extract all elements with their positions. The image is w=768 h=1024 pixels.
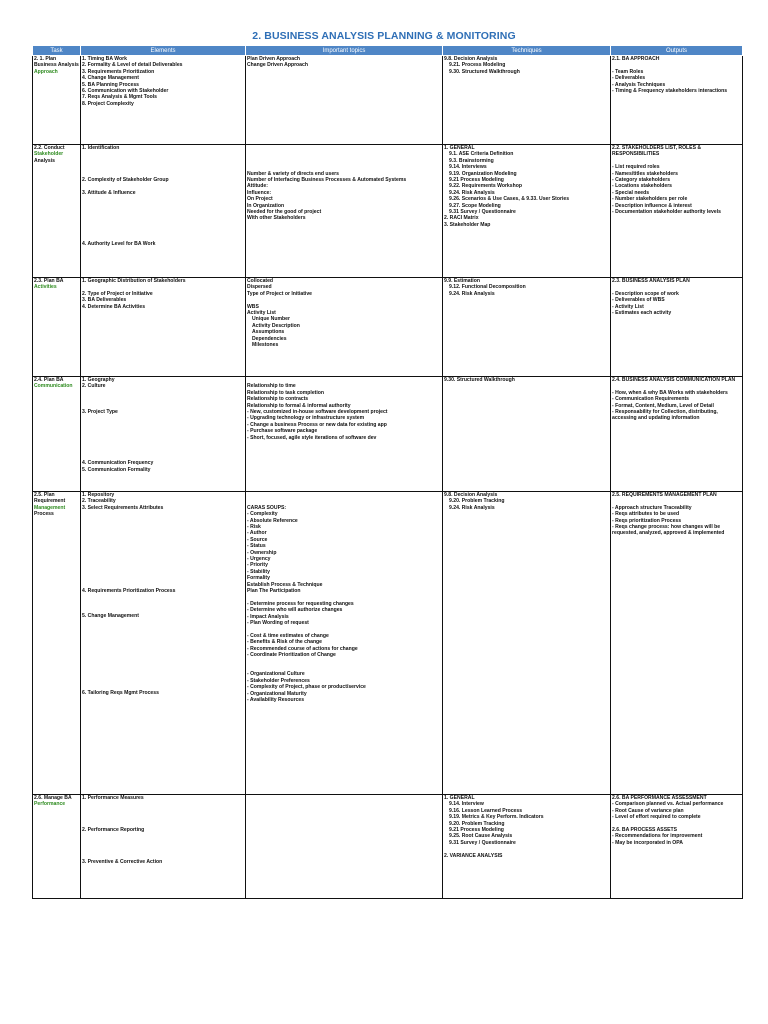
- task-label: 2.6. Manage BA: [34, 795, 72, 801]
- elements-cell: [81, 377, 246, 492]
- element-item: 4. Authority Level for BA Work: [82, 240, 156, 247]
- task-label: 2.5. Plan Requirement: [34, 492, 66, 505]
- output-item: - Names/titles stakeholders: [612, 170, 678, 177]
- element-item: 1. Geography: [82, 377, 115, 383]
- technique-item: 9.21 Process Modeling: [449, 177, 504, 184]
- technique-item: 9.24. Risk Analysis: [449, 290, 495, 297]
- technique-item: 9.27. Scope Modeling: [449, 202, 501, 209]
- task-label-suffix: Process: [34, 511, 54, 518]
- technique-item: 2. VARIANCE ANALYSIS: [444, 852, 503, 859]
- topic-item: Assumptions: [252, 329, 285, 336]
- element-item: 4. Change Management: [82, 75, 139, 82]
- topic-item: - Author: [247, 530, 267, 537]
- element-item: 2. Performance Reporting: [82, 826, 145, 833]
- output-item: 2.6. BA PERFORMANCE ASSESSMENT: [612, 795, 707, 801]
- topic-item: - Impact Analysis: [247, 613, 289, 620]
- topic-item: - Absolute Reference: [247, 517, 298, 524]
- task-keyword: Performance: [34, 801, 66, 808]
- output-item: - Documentation stakeholder authority levels: [612, 209, 721, 216]
- topic-item: Relationship to time: [247, 383, 296, 390]
- element-item: 1. Performance Measures: [82, 795, 144, 801]
- technique-item: 9.14. Interviews: [449, 164, 487, 171]
- elements-cell: [81, 145, 246, 278]
- topic-item: Milestones: [252, 342, 279, 349]
- topic-item: Activity Description: [252, 322, 300, 329]
- technique-item: 9.31 Survey / Questionnaire: [449, 839, 516, 846]
- topics-cell: [246, 795, 443, 899]
- task-keyword: Approach: [34, 68, 58, 75]
- topic-item: Unique Number: [252, 316, 290, 323]
- topic-item: Plan The Participation: [247, 588, 301, 595]
- output-item: - Approach structure Traceability: [612, 504, 692, 511]
- topic-item: On Project: [247, 196, 273, 203]
- task-label: 2.2. Conduct: [34, 145, 65, 151]
- element-item: 1. Identification: [82, 145, 120, 151]
- element-item: 2. Formality & Level of detail Deliverables: [82, 62, 183, 69]
- element-item: 2. Traceability: [82, 498, 116, 505]
- element-item: 3. Attitude & Influence: [82, 189, 136, 196]
- topic-item: Type of Project or Initiative: [247, 290, 313, 297]
- technique-item: 9.21 Process Modeling: [449, 827, 504, 834]
- technique-item: 9.1. ASE Criteria Definition: [449, 151, 514, 158]
- techniques-cell: [443, 795, 611, 899]
- element-item: 6. Tailoring Reqs Mgmt Process: [82, 690, 159, 697]
- output-item: 2.6. BA PROCESS ASSETS: [612, 827, 678, 834]
- techniques-cell: [443, 492, 611, 795]
- technique-item: 9.19. Metrics & Key Perform. Indicators: [449, 814, 544, 821]
- element-item: 1. Repository: [82, 492, 115, 498]
- element-item: 7. Reqs Analysis & Mgmt Tools: [82, 94, 158, 101]
- output-item: - Format, Content, Medium, Level of Detail: [612, 402, 714, 409]
- task-keyword: Communication: [34, 383, 73, 390]
- topic-item: - Determine process for requesting changes: [247, 600, 354, 607]
- topic-item: - Ownership: [247, 549, 277, 556]
- output-item: - How, when & why BA Works with stakeholders: [612, 389, 728, 396]
- element-item: 1. Geographic Distribution of Stakeholders: [82, 278, 186, 284]
- technique-item: 9.30. Structured Walkthrough: [444, 377, 515, 383]
- output-item: - Root Cause of variance plan: [612, 807, 684, 814]
- topic-item: Change Driven Approach: [247, 62, 308, 69]
- topic-item: Influence:: [247, 189, 272, 196]
- topic-item: - Availability Resources: [247, 696, 305, 703]
- output-item: - Description scope of work: [612, 290, 679, 297]
- techniques-cell: [443, 145, 611, 278]
- technique-item: 1. GENERAL: [444, 795, 475, 801]
- output-item: 2.5. REQUIREMENTS MANAGEMENT PLAN: [612, 492, 717, 498]
- topic-item: Activity List: [247, 310, 276, 317]
- output-item: - Reqs change process: how changes will be requested, analyzed, approved & implemented: [612, 524, 725, 537]
- technique-item: 9.20. Problem Tracking: [449, 498, 505, 505]
- element-item: 2. Culture: [82, 383, 106, 390]
- header-task: Task: [33, 46, 81, 56]
- table-row: [33, 145, 743, 278]
- topic-item: - Organizational Culture: [247, 671, 305, 678]
- element-item: 8. Project Complexity: [82, 100, 134, 107]
- table-row: [33, 56, 743, 145]
- element-item: 6. Communication with Stakeholder: [82, 88, 169, 95]
- table-row: [33, 795, 743, 899]
- topic-item: Plan Driven Approach: [247, 56, 301, 62]
- element-item: 2. Type of Project or Initiative: [82, 290, 153, 297]
- topics-cell: [246, 145, 443, 278]
- header-techniques: Techniques: [443, 46, 611, 56]
- technique-item: 9.26. Scenarios & Use Cases, & 9.33. User Stories: [449, 196, 570, 203]
- techniques-cell: [443, 278, 611, 377]
- output-item: - Number stakeholders per role: [612, 196, 688, 203]
- topic-item: - Purchase software package: [247, 428, 318, 435]
- table-row: [33, 377, 743, 492]
- outputs-cell: [611, 492, 743, 795]
- topic-item: - Change a business Process or new data for existing app: [247, 421, 387, 428]
- topic-item: - Upgrading technology or infrastructure system: [247, 415, 365, 422]
- technique-item: 9.30. Structured Walkthrough: [449, 68, 520, 75]
- topic-item: With other Stakeholders: [247, 215, 306, 222]
- table-row: [33, 278, 743, 377]
- topic-item: - Coordinate Prioritization of Change: [247, 652, 336, 659]
- topic-item: In Organization: [247, 202, 285, 209]
- outputs-cell: [611, 278, 743, 377]
- task-cell: [33, 278, 81, 377]
- topic-item: - Urgency: [247, 556, 271, 563]
- topic-item: - Complexity: [247, 511, 278, 518]
- elements-cell: [81, 492, 246, 795]
- elements-cell: [81, 278, 246, 377]
- elements-cell: [81, 795, 246, 899]
- topic-item: - Benefits & Risk of the change: [247, 639, 323, 646]
- output-item: - Estimates each activity: [612, 310, 672, 317]
- output-item: - Deliverables: [612, 75, 646, 82]
- task-cell: [33, 492, 81, 795]
- outputs-cell: [611, 795, 743, 899]
- topic-item: - Organizational Maturity: [247, 690, 307, 697]
- element-item: 5. Communication Formality: [82, 466, 151, 473]
- element-item: 3. BA Deliverables: [82, 297, 127, 304]
- technique-item: 9.24. Risk Analysis: [449, 189, 495, 196]
- output-item: - Description influence & interest: [612, 202, 692, 209]
- ba-planning-table: [32, 45, 743, 899]
- output-item: - Activity List: [612, 303, 644, 310]
- technique-item: 9.31 Survey / Questionnaire: [449, 209, 516, 216]
- element-item: 5. Change Management: [82, 613, 139, 620]
- technique-item: 9.16. Lesson Learned Process: [449, 807, 523, 814]
- topic-item: - Status: [247, 543, 266, 550]
- topics-cell: [246, 492, 443, 795]
- output-item: - Responsability for Collection, distributing, accessing and updating information: [612, 409, 718, 422]
- task-keyword: Stakeholder: [34, 151, 64, 158]
- technique-item: 9.8. Decision Analysis: [444, 56, 498, 62]
- element-item: 3. Select Requirements Attributes: [82, 504, 164, 511]
- table-body: [33, 56, 743, 899]
- topic-item: - Cost & time estimates of change: [247, 632, 329, 639]
- element-item: 3. Requirements Prioritization: [82, 68, 155, 75]
- output-item: - Comparison planned vs. Actual performance: [612, 801, 724, 808]
- technique-item: 9.22. Requirements Workshop: [449, 183, 522, 190]
- output-item: - Special needs: [612, 189, 650, 196]
- output-item: - Category stakeholders: [612, 177, 671, 184]
- technique-item: 9.9. Estimation: [444, 278, 480, 284]
- output-item: - Recommendations for improvement: [612, 833, 703, 840]
- topic-item: WBS: [247, 303, 259, 310]
- output-item: - Analysis Techniques: [612, 81, 666, 88]
- technique-item: 9.14. Interview: [449, 801, 484, 808]
- output-item: - Reqs attributes to be used: [612, 511, 680, 518]
- header-elements: Elements: [81, 46, 246, 56]
- element-item: 4. Communication Frequency: [82, 460, 154, 467]
- element-item: 4. Requirements Prioritization Process: [82, 587, 176, 594]
- header-outputs: Outputs: [611, 46, 743, 56]
- output-item: - List required roles: [612, 164, 660, 171]
- topic-item: - Plan Wording of request: [247, 620, 309, 627]
- table-header-row: [33, 46, 743, 56]
- task-label: 2.3. Plan BA: [34, 278, 64, 284]
- technique-item: 9.25. Root Cause Analysis: [449, 833, 513, 840]
- task-cell: [33, 145, 81, 278]
- output-item: - Communication Requirements: [612, 396, 689, 403]
- technique-item: 9.19. Organization Modeling: [449, 170, 517, 177]
- topic-item: Dispersed: [247, 284, 272, 291]
- output-item: - Locations stakeholders: [612, 183, 673, 190]
- element-item: 3. Preventive & Corrective Action: [82, 858, 163, 865]
- topic-item: - Source: [247, 536, 268, 543]
- output-item: - Team Roles: [612, 68, 644, 75]
- technique-item: 9.24. Risk Analysis: [449, 504, 495, 511]
- output-item: - Deliverables of WBS: [612, 297, 665, 304]
- element-item: 1. Timing BA Work: [82, 56, 127, 62]
- element-item: 5. BA Planning Process: [82, 81, 139, 88]
- topic-item: Dependencies: [252, 335, 287, 342]
- topic-item: - Stability: [247, 568, 270, 575]
- output-item: - Level of effort required to complete: [612, 814, 701, 821]
- output-item: 2.1. BA APPROACH: [612, 56, 660, 62]
- task-keyword: Management: [34, 504, 66, 511]
- technique-item: 9.3. Brainstorming: [449, 157, 494, 164]
- technique-item: 3. Stakeholder Map: [444, 221, 491, 228]
- topics-cell: [246, 56, 443, 145]
- topics-cell: [246, 278, 443, 377]
- element-item: 3. Project Type: [82, 408, 118, 415]
- topic-item: Needed for the good of project: [247, 209, 322, 215]
- topic-item: - Priority: [247, 562, 268, 569]
- topic-item: Formality: [247, 575, 270, 582]
- outputs-cell: [611, 145, 743, 278]
- topic-item: Establish Process & Technique: [247, 581, 323, 588]
- table-row: [33, 492, 743, 795]
- topic-item: Relationship to task completion: [247, 389, 324, 396]
- outputs-cell: [611, 377, 743, 492]
- task-label-suffix: Analysis: [34, 157, 55, 164]
- techniques-cell: [443, 377, 611, 492]
- page-title: 2. BUSINESS ANALYSIS PLANNING & MONITORING: [252, 30, 516, 42]
- topic-item: - Risk: [247, 524, 261, 530]
- output-item: - May be incorporated in OPA: [612, 839, 683, 846]
- topic-item: Number of Interfacing Business Processes & Automated Systems: [247, 176, 407, 183]
- output-item: - Reqs prioritization Process: [612, 517, 682, 524]
- header-topics: Important topics: [246, 46, 443, 56]
- technique-item: 9.20. Problem Tracking: [449, 820, 505, 827]
- element-item: 2. Complexity of Stakeholder Group: [82, 176, 169, 183]
- task-label: 2.4. Plan BA: [34, 377, 64, 383]
- task-label: 2. 1. Plan Business Analysis: [34, 56, 79, 69]
- element-item: 4. Determine BA Activities: [82, 303, 146, 310]
- output-item: 2.2. STAKEHOLDERS LIST, ROLES & RESPONSIBILITIES: [612, 145, 702, 158]
- topic-item: - Complexity of Project, phase or product/service: [247, 684, 366, 691]
- topic-item: Collocated: [247, 278, 274, 284]
- topic-item: - Recommended course of actions for change: [247, 645, 358, 652]
- task-cell: [33, 56, 81, 145]
- techniques-cell: [443, 56, 611, 145]
- task-keyword: Activities: [34, 284, 57, 291]
- outputs-cell: [611, 56, 743, 145]
- topic-item: CARAS SOUPS:: [247, 504, 287, 511]
- technique-item: 1. GENERAL: [444, 145, 475, 151]
- topic-item: - Short, focused, agile style iterations of software dev: [247, 434, 377, 441]
- elements-cell: [81, 56, 246, 145]
- output-item: 2.4. BUSINESS ANALYSIS COMMUNICATION PLAN: [612, 377, 736, 383]
- output-item: 2.3. BUSINESS ANALYSIS PLAN: [612, 278, 690, 284]
- topic-item: - Determine who will authorize changes: [247, 607, 343, 614]
- task-cell: [33, 377, 81, 492]
- technique-item: 2. RACI Matrix: [444, 215, 479, 222]
- technique-item: 9.8. Decision Analysis: [444, 492, 498, 498]
- technique-item: 9.21. Process Modeling: [449, 62, 506, 69]
- topic-item: - New, customized in-house software development project: [247, 409, 388, 416]
- topic-item: Relationship to contracts: [247, 396, 309, 403]
- topic-item: Number & variety of directs end users: [247, 170, 340, 177]
- topic-item: - Stakeholder Preferences: [247, 677, 310, 684]
- topic-item: Attitude:: [247, 183, 268, 190]
- task-cell: [33, 795, 81, 899]
- topics-cell: [246, 377, 443, 492]
- technique-item: 9.12. Functional Decomposition: [449, 284, 526, 291]
- topic-item: Relationship to formal & informal authority: [247, 402, 351, 409]
- output-item: - Timing & Frequency stakeholders interactions: [612, 88, 728, 95]
